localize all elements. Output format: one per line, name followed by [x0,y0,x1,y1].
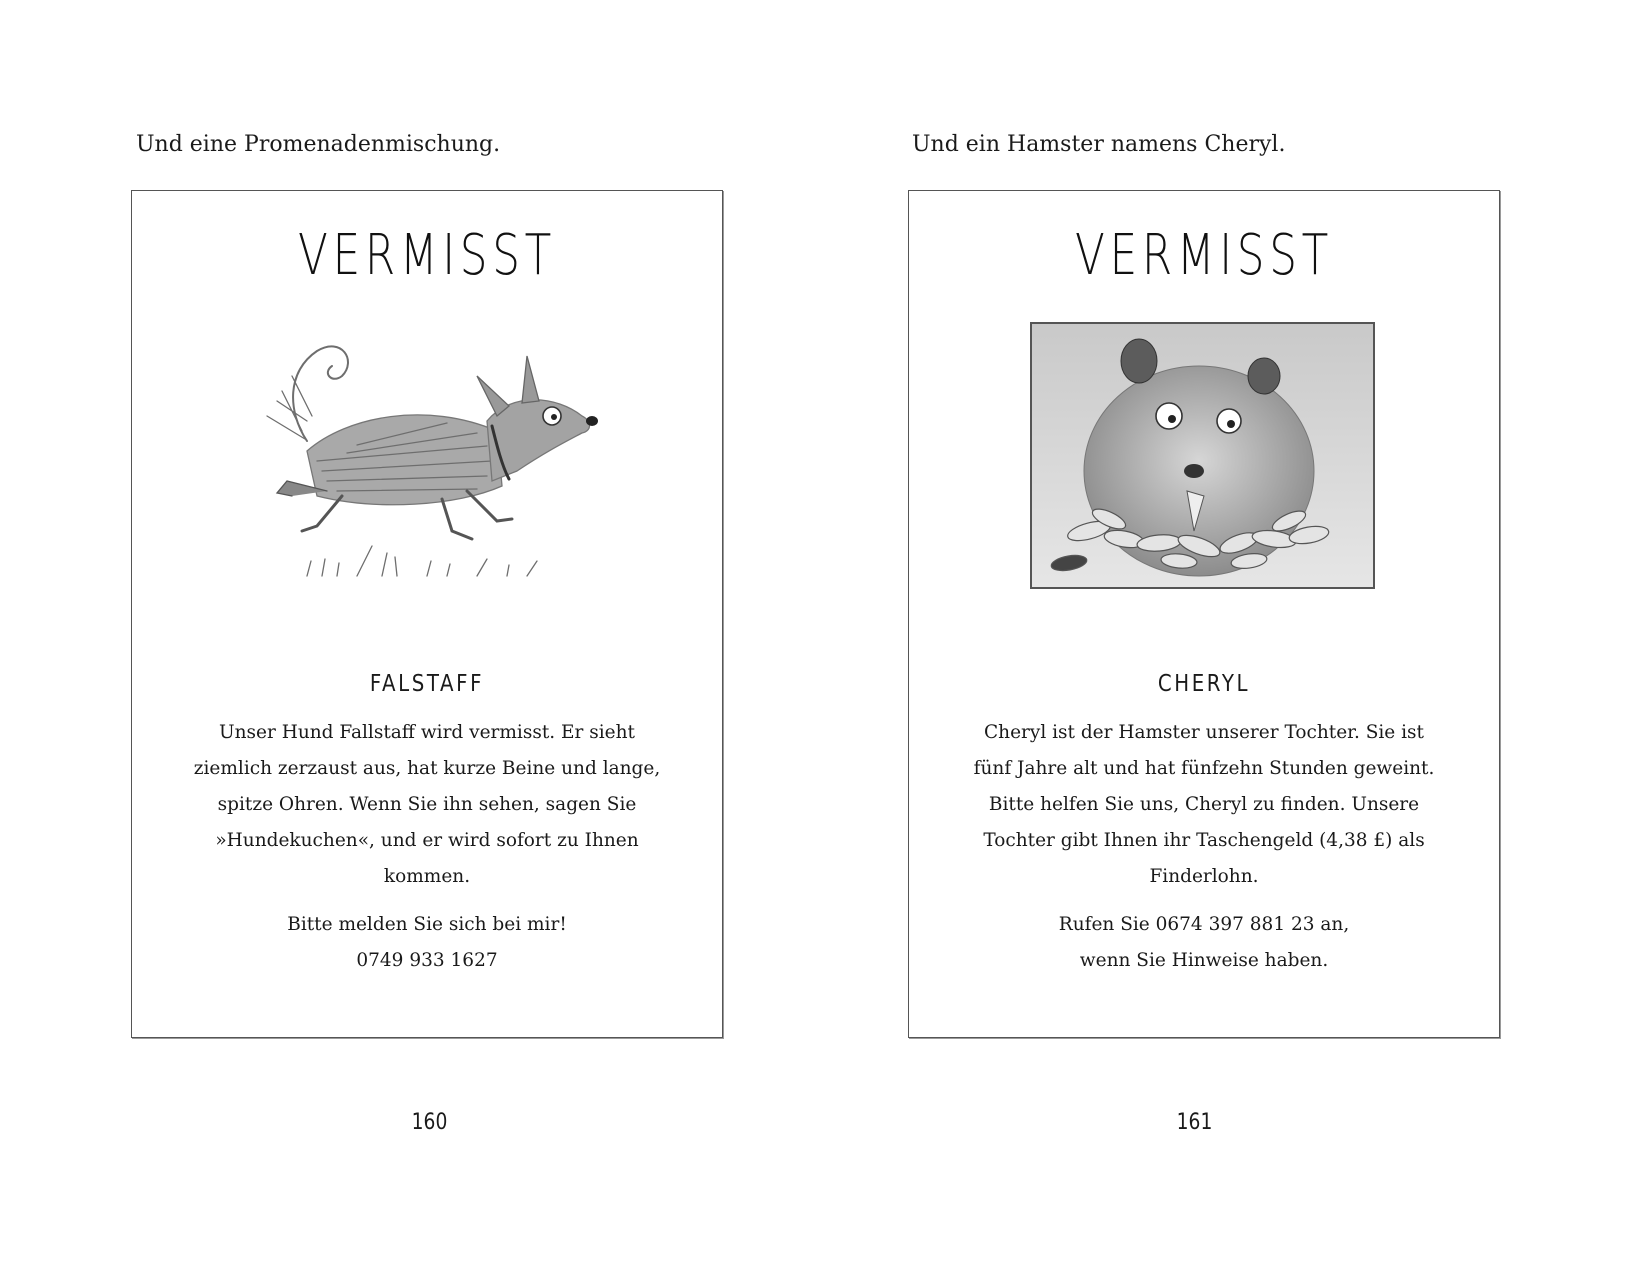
intro-text: Und eine Promenadenmischung. [136,132,501,157]
running-dog-icon [247,321,607,596]
poster-heading: VERMISST [298,223,556,288]
poster-description: Unser Hund Fallstaff wird vermisst. Er sieht ziemlich zerzaust aus, hat kurze Beine und lange, spitze Ohren. Wenn Sie ihn sehen, sagen Sie »Hundekuchen«, und er wird sofort zu Ihnen kommen. [193,722,661,887]
intro-text: Und ein Hamster namens Cheryl. [912,132,1286,157]
contact-line: Bitte melden Sie sich bei mir! [287,914,567,935]
contact-line: Rufen Sie 0674 397 881 23 an, [1058,914,1350,935]
poster-description: Cheryl ist der Hamster unserer Tochter. Sie ist fünf Jahre alt und hat fünfzehn Stunden geweint. Bitte helfen Sie uns, Cheryl zu finden. Unsere Tochter gibt Ihnen ihr Taschengeld (4,38 £) als Finderlohn. [973,722,1435,887]
missing-poster-cheryl [908,190,1500,1038]
poster-heading: VERMISST [1075,223,1333,288]
contact-line: wenn Sie Hinweise haben. [1079,950,1329,971]
page-number: 161 [1176,1110,1213,1135]
phone-number: 0749 933 1627 [356,950,498,971]
pet-name: CHERYL [1157,671,1251,697]
page-number: 160 [411,1110,448,1135]
hamster-eating-seeds-icon [1029,321,1376,596]
contact-block [909,907,1499,979]
right-page [815,0,1630,1276]
contact-block [132,907,722,979]
missing-poster-falstaff [131,190,723,1038]
pet-name: FALSTAFF [369,671,485,697]
